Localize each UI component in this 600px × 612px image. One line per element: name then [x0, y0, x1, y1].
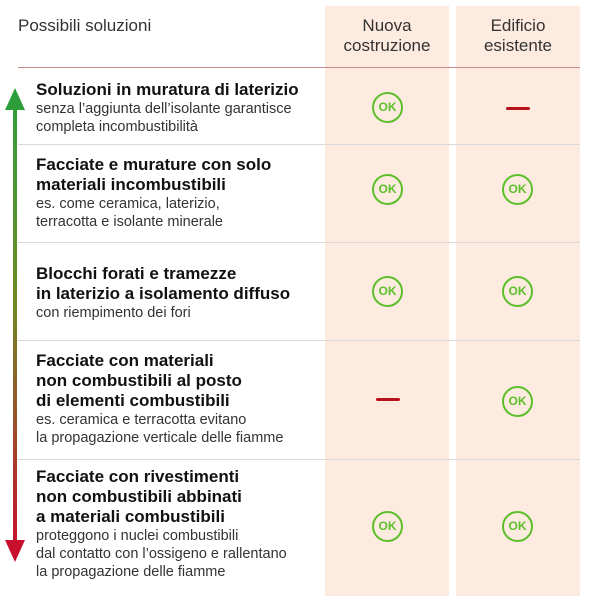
table-row: Facciate con materiali non combustibili al posto di elementi combustibili es. ceramica e terracotta evitano la propagazione verticale delle fiamme	[36, 351, 284, 446]
gradient-arrow-icon	[0, 0, 30, 612]
dash-icon-existing	[506, 107, 530, 110]
header-divider	[18, 67, 580, 68]
header-solutions: Possibili soluzioni	[18, 16, 152, 35]
row-divider	[18, 459, 580, 460]
header-existing-building: Edificio esistente	[483, 16, 553, 55]
ok-badge-new: OK	[372, 276, 403, 307]
ok-badge-existing: OK	[502, 276, 533, 307]
table-row: Facciate con rivestimenti non combustibili abbinati a materiali combustibili proteggono i nuclei combustibili dal contatto con l’ossigeno e rallentano la propagazione delle fiamme	[36, 467, 287, 580]
row-divider	[18, 340, 580, 341]
row-divider	[18, 144, 580, 145]
ok-badge-existing: OK	[502, 386, 533, 417]
ok-badge-new: OK	[372, 511, 403, 542]
ok-badge-new: OK	[372, 92, 403, 123]
ok-badge-existing: OK	[502, 511, 533, 542]
table-row: Blocchi forati e tramezze in laterizio a isolamento diffuso con riempimento dei fori	[36, 264, 291, 321]
table-row: Facciate e murature con solo materiali incombustibili es. come ceramica, laterizio, terracotta e isolante minerale	[36, 155, 272, 230]
row-divider	[18, 242, 580, 243]
table-row: Soluzioni in muratura di laterizio senza l’aggiunta dell’isolante garantisce completa incombustibilità	[36, 80, 299, 135]
dash-icon-new	[376, 398, 400, 401]
ok-badge-existing: OK	[502, 174, 533, 205]
ok-badge-new: OK	[372, 174, 403, 205]
header-new-construction: Nuova costruzione	[343, 16, 431, 55]
